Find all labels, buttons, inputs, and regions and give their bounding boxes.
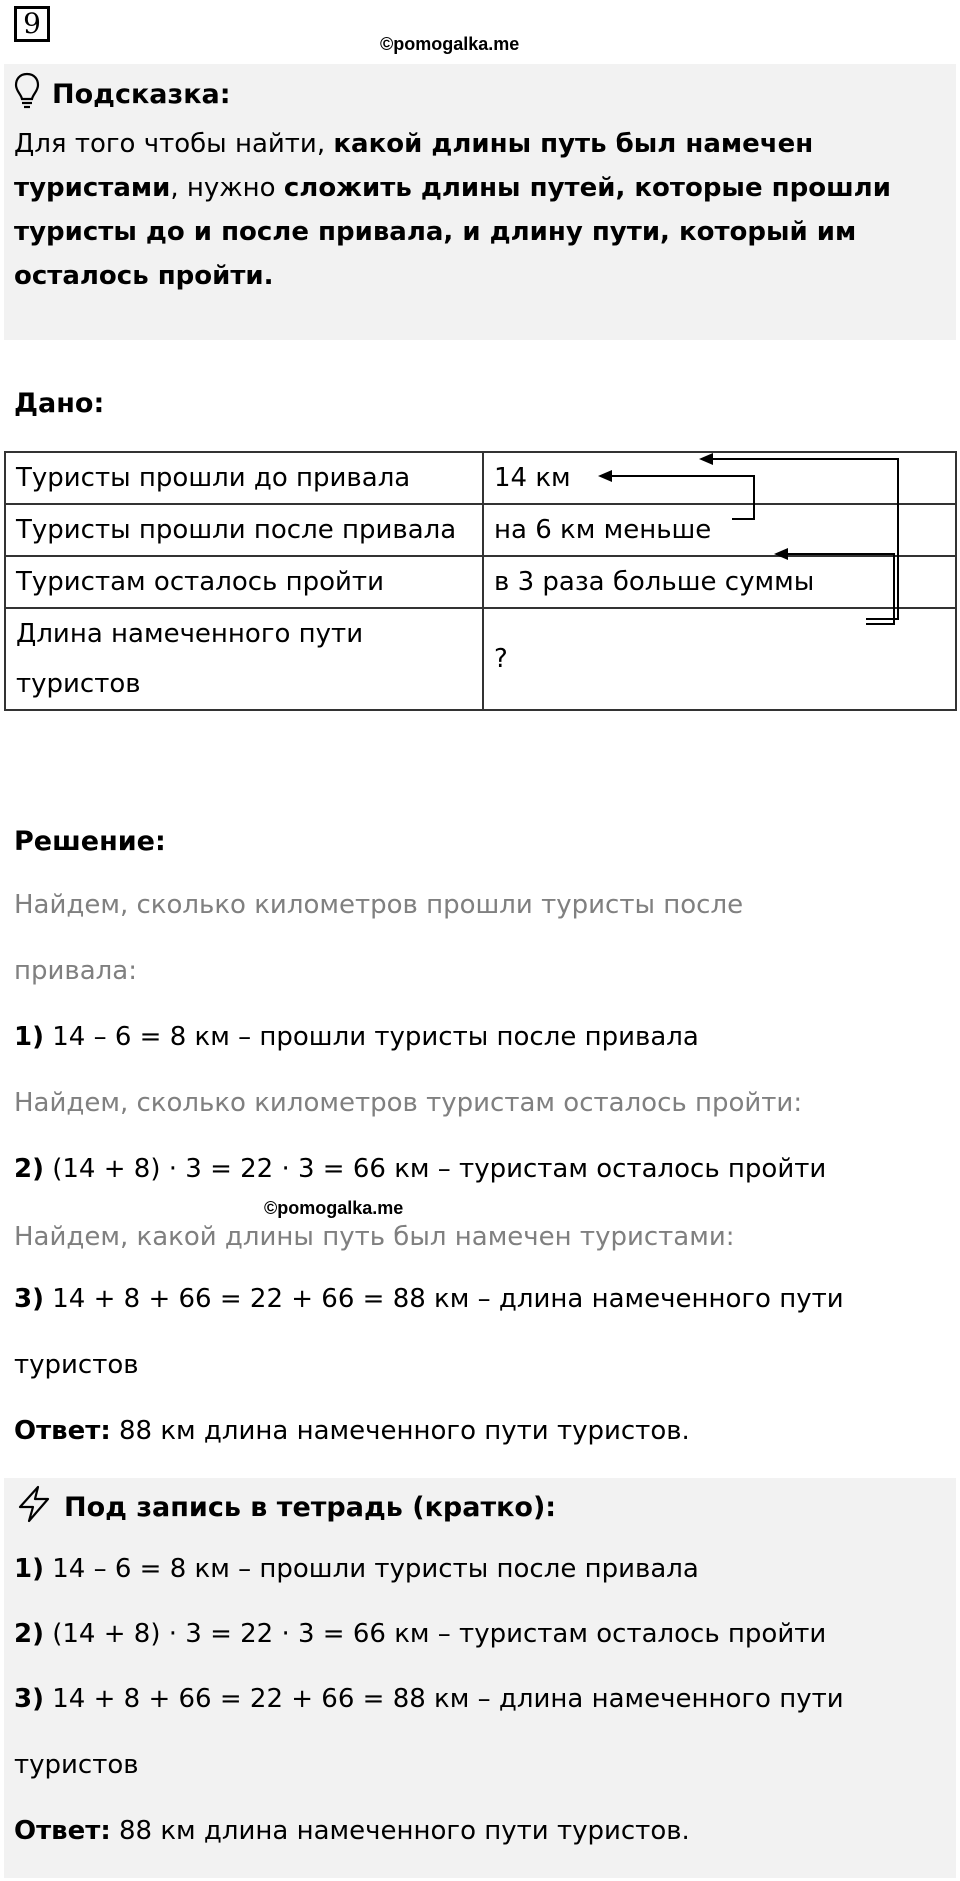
short-step-2	[14, 1619, 826, 1649]
hint-title: Подсказка:	[52, 78, 231, 110]
short-step-3	[14, 1684, 844, 1714]
arrowhead	[699, 453, 713, 465]
given-value: 14 км	[483, 452, 956, 504]
hint-text-part: сложить длины путей, которые прошли туристы до и после привала, и длину пути, который им осталось пройти.	[14, 173, 891, 291]
solution-heading: Решение:	[14, 826, 166, 857]
hint-text-part: , нужно	[170, 173, 284, 203]
solution-explanation: Найдем, какой длины путь был намечен туристами:	[14, 1222, 735, 1252]
solution-step-2	[14, 1154, 826, 1184]
solution-step-1	[14, 1022, 699, 1052]
answer-label: Ответ:	[14, 1416, 111, 1446]
short-heading	[14, 1482, 556, 1532]
given-label: Туристы прошли до привала	[5, 452, 483, 504]
given-value: в 3 раза больше суммы	[483, 556, 956, 608]
step-text: (14 + 8) · 3 = 22 · 3 = 66 км – туристам осталось пройти	[43, 1619, 827, 1649]
given-label: Длина намеченного пути туристов	[5, 608, 483, 710]
task-number: 9	[14, 6, 50, 42]
step-text: 14 + 8 + 66 = 22 + 66 = 88 км – длина намеченного пути	[43, 1684, 844, 1714]
step-text: 14 + 8 + 66 = 22 + 66 = 88 км – длина намеченного пути	[43, 1284, 844, 1314]
arrow-less	[604, 476, 754, 519]
short-title: Под запись в тетрадь (кратко):	[64, 1491, 557, 1523]
solution-explanation: привала:	[14, 956, 137, 986]
short-answer	[14, 1816, 690, 1846]
given-value: ?	[483, 608, 956, 710]
watermark: ©pomogalka.me	[380, 34, 520, 54]
relation-arrows	[0, 0, 960, 700]
arrow-sum-mid	[780, 554, 894, 624]
step-text: 14 – 6 = 8 км – прошли туристы после привала	[43, 1554, 699, 1584]
arrowhead	[774, 548, 788, 560]
step-text: 14 – 6 = 8 км – прошли туристы после привала	[43, 1022, 699, 1052]
step-number: 3)	[14, 1684, 44, 1714]
step-number: 2)	[14, 1619, 44, 1649]
solution-step-3	[14, 1284, 844, 1314]
given-heading: Дано:	[14, 388, 105, 419]
solution-explanation: Найдем, сколько километров туристам осталось пройти:	[14, 1088, 803, 1118]
lightning-icon	[14, 1484, 54, 1531]
step-number: 1)	[14, 1022, 44, 1052]
short-step-3-cont: туристов	[14, 1750, 139, 1780]
solution-answer	[14, 1416, 690, 1446]
solution-explanation: Найдем, сколько километров прошли туристы после	[14, 890, 744, 920]
arrowhead	[598, 470, 612, 482]
watermark: ©pomogalka.me	[264, 1198, 404, 1218]
step-number: 2)	[14, 1154, 44, 1184]
step-number: 3)	[14, 1284, 44, 1314]
hint-text-part: Для того чтобы найти,	[14, 129, 334, 159]
step-text: (14 + 8) · 3 = 22 · 3 = 66 км – туристам осталось пройти	[43, 1154, 827, 1184]
step-number: 1)	[14, 1554, 44, 1584]
solution-step-3-cont: туристов	[14, 1350, 139, 1380]
short-step-1	[14, 1554, 699, 1584]
hint-text-part: какой длины путь был намечен туристами	[14, 129, 814, 203]
answer-text: 88 км длина намеченного пути туристов.	[110, 1416, 690, 1446]
given-value: на 6 км меньше	[483, 504, 956, 556]
answer-label: Ответ:	[14, 1816, 111, 1846]
answer-text: 88 км длина намеченного пути туристов.	[110, 1816, 690, 1846]
arrow-sum-top	[705, 459, 898, 619]
given-label: Туристы прошли после привала	[5, 504, 483, 556]
given-label: Туристам осталось пройти	[5, 556, 483, 608]
